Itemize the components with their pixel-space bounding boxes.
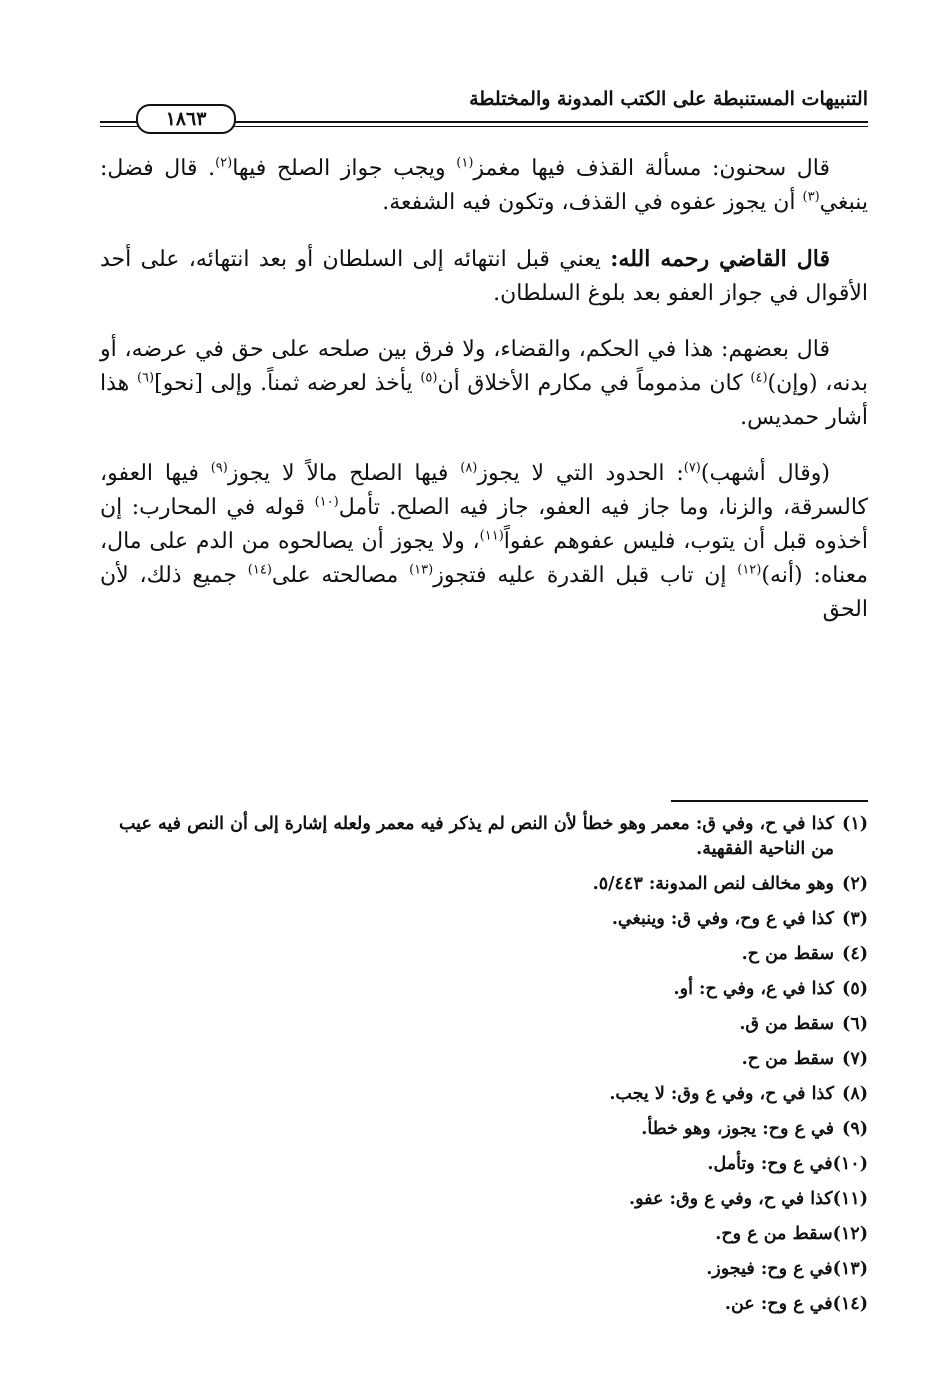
text-run: فيها العفو، كالسرقة، والزنا، وما جاز فيه العفو، جاز فيه الصلح. تأمل — [100, 461, 868, 520]
footnote-separator — [671, 800, 868, 802]
footnote-text: كذا في ح، وفي ق: معمر وهو خطأ لأن النص لم يذكر فيه معمر ولعله إشارة إلى أن النص فيه عيب من الناحية الفقهية. — [119, 814, 834, 859]
footnote-item — [100, 942, 868, 967]
footnote-number: (١٠) — [832, 1154, 868, 1174]
footnote-number: (١٣) — [832, 1259, 868, 1279]
footnote-text: سقط من ح. — [741, 944, 834, 964]
footnote-number: (٩) — [842, 1119, 868, 1139]
footnote-text: كذا في ح، وفي ع وق: لا يجب. — [609, 1084, 834, 1104]
commentator-lead: قال القاضي رحمه الله: — [610, 246, 830, 272]
footnote-text: سقط من ق. — [739, 1014, 834, 1034]
footnote-text: سقط من ع وح. — [715, 1224, 833, 1244]
text-run: إن تاب قبل القدرة عليه فتجوز — [433, 563, 738, 588]
footnote-number: (٨) — [842, 1084, 868, 1104]
footnote-item — [100, 1012, 868, 1037]
text-run: أن يجوز عفوه في القذف، وتكون فيه الشفعة. — [382, 190, 803, 215]
main-text — [100, 152, 868, 649]
footnote-text: في ع وح: عن. — [724, 1294, 833, 1314]
footnote-item — [100, 907, 868, 932]
footnote-text: في ع وح: وتأمل. — [707, 1154, 833, 1174]
footnote-ref[interactable]: (٩) — [210, 460, 228, 476]
footnote-text: سقط من ح. — [741, 1049, 834, 1069]
footnote-number: (٤) — [842, 944, 868, 964]
footnote-number: (١٤) — [832, 1294, 868, 1314]
footnote-item — [100, 812, 868, 862]
footnote-item — [100, 1117, 868, 1142]
footnote-item — [100, 1257, 868, 1282]
text-run: ، ولا يجوز أن يصالحوه من الدم على مال، معناه: (أنه) — [100, 529, 868, 588]
footnote-ref[interactable]: (٥) — [420, 370, 438, 386]
footnote-ref[interactable]: (٨) — [460, 460, 478, 476]
footnote-number: (١) — [842, 814, 868, 834]
text-run: مصالحته على — [271, 563, 410, 588]
paragraph-1 — [100, 152, 868, 220]
page-number: ١٨٦٣ — [136, 104, 236, 134]
footnote-ref[interactable]: (١٣) — [409, 562, 434, 578]
footnote-item — [100, 1152, 868, 1177]
text-run: هذا أشار حمديس. — [100, 371, 868, 430]
paragraph-2 — [100, 242, 868, 311]
text-run: قال بعضهم: هذا في الحكم، والقضاء، ولا فرق بين صلحه على حق في عرضه، أو بدنه، (وإن) — [100, 337, 868, 396]
text-run: قال سحنون: مسألة القذف فيها مغمز — [473, 156, 830, 181]
footnote-number: (٦) — [842, 1014, 868, 1034]
footnote-item — [100, 1082, 868, 1107]
footnote-text: في ع وح: فيجوز. — [706, 1259, 833, 1279]
footnote-text: كذا في ع وح، وفي ق: وينبغي. — [611, 909, 834, 929]
footnote-item — [100, 1047, 868, 1072]
text-run: قوله في المحارب: إن أخذوه قبل أن يتوب، فليس عفوهم عفواً — [100, 495, 868, 554]
footnote-text: في ع وح: يجوز، وهو خطأ. — [641, 1119, 834, 1139]
footnote-ref[interactable]: (١٠) — [314, 494, 339, 510]
footnote-item — [100, 977, 868, 1002]
text-run: جميع ذلك، لأن الحق — [100, 563, 868, 622]
header-title: التنبيهات المستنبطة على الكتب المدونة والمختلطة — [469, 88, 868, 110]
footnote-item — [100, 1292, 868, 1317]
text-run: : الحدود التي لا يجوز — [477, 461, 684, 486]
text-run: كان مذموماً في مكارم الأخلاق أن — [437, 371, 751, 396]
paragraph-4 — [100, 457, 868, 627]
footnote-ref[interactable]: (٤) — [750, 370, 768, 386]
footnote-number: (١٢) — [832, 1224, 868, 1244]
footnote-item — [100, 872, 868, 897]
footnote-ref[interactable]: (٦) — [136, 370, 155, 386]
footnote-ref[interactable]: (١١) — [479, 528, 504, 544]
footnote-ref[interactable]: (٧) — [683, 460, 701, 476]
footnote-ref[interactable]: (٢) — [215, 155, 233, 171]
text-run: يعني قبل انتهائه إلى السلطان أو بعد انتهائه، على أحد الأقوال في جواز العفو بعد بلوغ السلطان. — [100, 247, 868, 306]
footnote-ref[interactable]: (١٤) — [247, 562, 272, 578]
text-run: فيها الصلح مالاً لا يجوز — [227, 461, 461, 486]
text-run: . قال فضل: ينبغي — [100, 156, 868, 215]
text-run: يأخذ لعرضه ثمناً. وإلى [نحو] — [154, 371, 421, 396]
paragraph-3 — [100, 333, 868, 435]
footnote-text: وهو مخالف لنص المدونة: ٥/٤٤٣. — [592, 874, 834, 894]
footnotes — [100, 812, 868, 1327]
footnote-text: كذا في ع، وفي ح: أو. — [673, 979, 834, 999]
text-run: (وقال أشهب) — [700, 461, 830, 486]
running-header — [100, 84, 868, 130]
footnote-item — [100, 1187, 868, 1212]
footnote-number: (٣) — [842, 909, 868, 929]
footnote-ref[interactable]: (٣) — [802, 189, 820, 205]
footnote-number: (٧) — [842, 1049, 868, 1069]
footnote-number: (٢) — [842, 874, 868, 894]
text-run: ويجب جواز الصلح فيها — [232, 156, 457, 181]
footnote-number: (١١) — [832, 1189, 868, 1209]
footnote-ref[interactable]: (١٢) — [737, 562, 762, 578]
footnote-ref[interactable]: (١) — [456, 155, 474, 171]
footnote-text: كذا في ح، وفي ع وق: عفو. — [629, 1189, 833, 1209]
footnote-item — [100, 1222, 868, 1247]
footnote-number: (٥) — [842, 979, 868, 999]
